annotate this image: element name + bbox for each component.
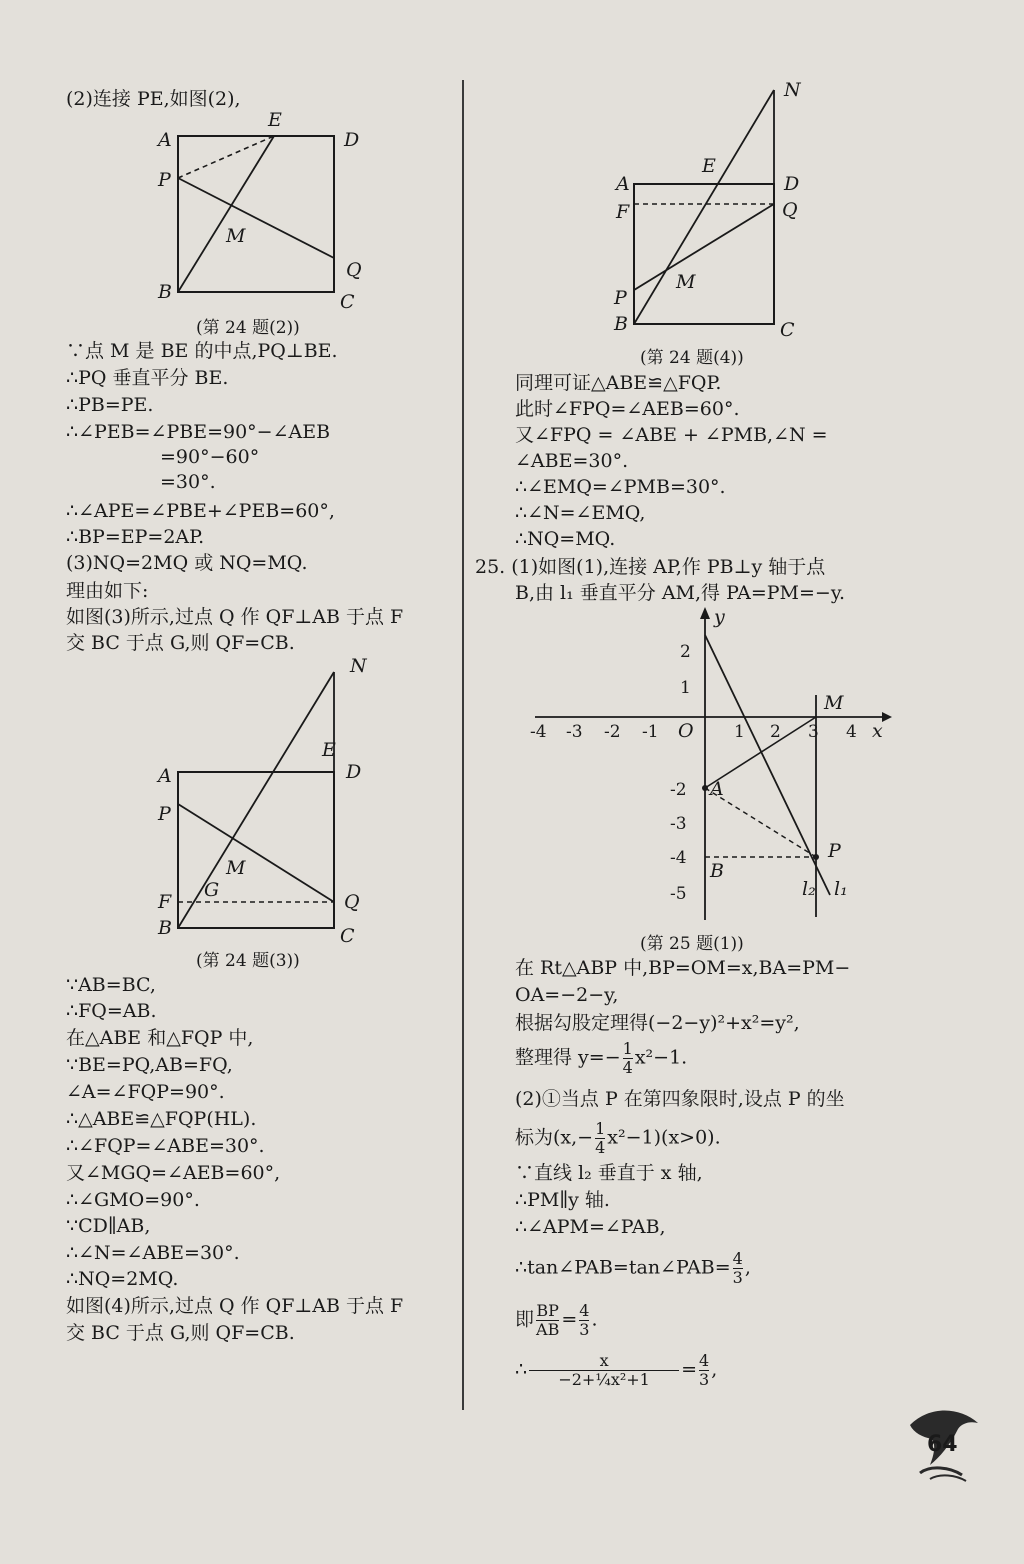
eq-text: ∴tan∠PAB=tan∠PAB= xyxy=(515,1256,731,1279)
label-F: F xyxy=(158,891,172,913)
frac-den: 4 xyxy=(595,1138,606,1157)
text-line: 又∠FPQ = ∠ABE + ∠PMB,∠N = xyxy=(515,424,828,446)
text-line: =90°−60° xyxy=(160,446,260,468)
y-axis-label: y xyxy=(714,606,725,628)
x-tick: -3 xyxy=(566,722,583,742)
label-G: G xyxy=(204,879,220,901)
origin-label: O xyxy=(678,720,694,742)
x-tick: -1 xyxy=(642,722,659,742)
figure-25-1 xyxy=(530,605,900,925)
frac-num: 1 xyxy=(595,1119,606,1138)
text-line: ∵点 M 是 BE 的中点,PQ⊥BE. xyxy=(66,340,338,362)
label-M: M xyxy=(226,225,246,247)
fraction xyxy=(733,1250,743,1287)
label-l1: l₁ xyxy=(834,878,848,900)
text-line: ∴BP=EP=2AP. xyxy=(66,526,205,548)
text-line: ∴PB=PE. xyxy=(66,394,154,416)
figure-caption: (第 24 题(4)) xyxy=(640,348,744,368)
label-P: P xyxy=(828,840,841,862)
figure-24-4 xyxy=(610,76,820,346)
text-line: ∠ABE=30°. xyxy=(515,450,629,472)
frac-den: 3 xyxy=(732,1268,743,1287)
equation-line xyxy=(515,1120,721,1157)
y-tick: -2 xyxy=(670,780,687,800)
text-line: ∴NQ=2MQ. xyxy=(66,1268,179,1290)
text-line: ∴FQ=AB. xyxy=(66,1000,157,1022)
label-A: A xyxy=(158,129,172,151)
frac-num: 4 xyxy=(579,1301,590,1320)
frac-den: −2+¼x²+1 xyxy=(529,1370,679,1389)
frac-num: BP xyxy=(536,1301,559,1320)
page-number: 64 xyxy=(927,1432,958,1457)
label-A: A xyxy=(710,778,724,800)
label-B: B xyxy=(614,313,628,335)
figure-caption: (第 24 题(3)) xyxy=(196,951,300,971)
text-line: ∵CD∥AB, xyxy=(66,1215,151,1237)
text-line: 25. (1)如图(1),连接 AP,作 PB⊥y 轴于点 xyxy=(475,556,826,578)
equation-line: ∴ $\frac{x}{\text{−2+¼x²+1}}$ = $\frac{4}{3}$ , xyxy=(515,1351,718,1389)
text-line: 如图(4)所示,过点 Q 作 QF⊥AB 于点 F xyxy=(66,1295,404,1317)
eq-text: 标为(x,− xyxy=(515,1126,594,1149)
text-line: ∴PM∥y 轴. xyxy=(515,1189,610,1211)
label-M: M xyxy=(824,692,844,714)
text-line: ∴∠GMO=90°. xyxy=(66,1189,200,1211)
label-B: B xyxy=(158,917,172,939)
label-M: M xyxy=(676,271,696,293)
x-tick: 1 xyxy=(734,722,745,742)
label-Q: Q xyxy=(782,199,798,221)
text-line: (2)连接 PE,如图(2), xyxy=(66,88,241,110)
label-Q: Q xyxy=(344,891,360,913)
y-tick: -4 xyxy=(670,848,687,868)
x-tick: 3 xyxy=(808,722,819,742)
text-line: ∴△ABE≌△FQP(HL). xyxy=(66,1108,257,1130)
y-tick: 2 xyxy=(680,642,691,662)
label-A: A xyxy=(158,765,172,787)
text-line: 如图(3)所示,过点 Q 作 QF⊥AB 于点 F xyxy=(66,606,404,628)
text-line: 此时∠FPQ=∠AEB=60°. xyxy=(515,398,740,420)
equation-line: 即 $\frac{BP}{AB}$ = $\frac{4}{3}$ . xyxy=(515,1301,598,1339)
text-line: 理由如下: xyxy=(66,580,149,602)
label-N: N xyxy=(350,655,367,677)
x-tick: 2 xyxy=(770,722,781,742)
label-C: C xyxy=(340,291,355,313)
label-P: P xyxy=(614,287,627,309)
text-line: B,由 l₁ 垂直平分 AM,得 PA=PM=−y. xyxy=(515,582,846,604)
text-line: ∴∠N=∠EMQ, xyxy=(515,502,646,524)
x-axis-label: x xyxy=(872,720,883,742)
frac-den: AB xyxy=(536,1320,560,1339)
text-line: =30°. xyxy=(160,471,216,493)
frac-den: 3 xyxy=(699,1370,710,1389)
figure-24-2 xyxy=(156,108,476,318)
label-D: D xyxy=(346,761,362,783)
label-Q: Q xyxy=(346,259,362,281)
x-tick: -4 xyxy=(530,722,547,742)
text-line: ∵BE=PQ,AB=FQ, xyxy=(66,1054,233,1076)
x-tick: -2 xyxy=(604,722,621,742)
label-M: M xyxy=(226,857,246,879)
fraction xyxy=(699,1352,709,1389)
eq-text: 整理得 y=− xyxy=(515,1046,621,1069)
label-E: E xyxy=(702,155,716,177)
text-line: OA=−2−y, xyxy=(515,984,619,1006)
eq-text: ∴ xyxy=(515,1358,528,1381)
fraction xyxy=(595,1120,605,1157)
text-line: ∴∠APE=∠PBE+∠PEB=60°, xyxy=(66,500,335,522)
text-line: ∴∠N=∠ABE=30°. xyxy=(66,1242,240,1264)
label-D: D xyxy=(784,173,800,195)
text-line: ∴∠APM=∠PAB, xyxy=(515,1216,666,1238)
y-tick: 1 xyxy=(680,678,691,698)
text-line: ∵AB=BC, xyxy=(66,974,156,996)
text-line: ∠A=∠FQP=90°. xyxy=(66,1081,225,1103)
label-E: E xyxy=(322,739,336,761)
fraction xyxy=(536,1302,559,1339)
text-line: 同理可证△ABE≌△FQP. xyxy=(515,372,722,394)
label-A: A xyxy=(616,173,630,195)
equation-line: ∴tan∠PAB=tan∠PAB= $\frac{4}{3}$ , xyxy=(515,1249,751,1287)
text-line: ∴NQ=MQ. xyxy=(515,528,616,550)
label-B: B xyxy=(710,860,724,882)
text-line: ∴PQ 垂直平分 BE. xyxy=(66,367,229,389)
fraction xyxy=(623,1040,633,1077)
text-line: ∴∠PEB=∠PBE=90°−∠AEB xyxy=(66,421,331,443)
text-line: 根据勾股定理得(−2−y)²+x²=y², xyxy=(515,1012,800,1034)
frac-den: 3 xyxy=(579,1320,590,1339)
figure-24-3 xyxy=(156,656,476,946)
text-line: 交 BC 于点 G,则 QF=CB. xyxy=(66,632,295,654)
x-tick: 4 xyxy=(846,722,857,742)
frac-num: 4 xyxy=(732,1249,743,1268)
label-B: B xyxy=(158,281,172,303)
label-P: P xyxy=(158,803,171,825)
label-E: E xyxy=(268,109,282,131)
y-tick: -3 xyxy=(670,814,687,834)
text-line: ∵直线 l₂ 垂直于 x 轴, xyxy=(515,1162,703,1184)
y-tick: -5 xyxy=(670,884,687,904)
label-F: F xyxy=(616,201,630,223)
label-D: D xyxy=(344,129,360,151)
text-line: 在 Rt△ABP 中,BP=OM=x,BA=PM− xyxy=(515,957,851,979)
text-line: 在△ABE 和△FQP 中, xyxy=(66,1027,254,1049)
fraction xyxy=(579,1302,589,1339)
text-line: 又∠MGQ=∠AEB=60°, xyxy=(66,1162,281,1184)
figure-caption: (第 24 题(2)) xyxy=(196,318,300,338)
label-C: C xyxy=(780,319,795,341)
label-C: C xyxy=(340,925,355,947)
text-line: ∴∠EMQ=∠PMB=30°. xyxy=(515,476,726,498)
figure-caption: (第 25 题(1)) xyxy=(640,934,744,954)
label-P: P xyxy=(158,169,171,191)
frac-num: x xyxy=(599,1351,609,1370)
label-N: N xyxy=(784,79,801,101)
frac-num: 1 xyxy=(622,1039,633,1058)
frac-den: 4 xyxy=(622,1058,633,1077)
text-line: (3)NQ=2MQ 或 NQ=MQ. xyxy=(66,552,308,574)
text-line: (2)①当点 P 在第四象限时,设点 P 的坐 xyxy=(515,1088,845,1110)
eq-text: x²−1. xyxy=(634,1046,688,1069)
eq-text: 即 xyxy=(515,1308,535,1331)
label-l2: l₂ xyxy=(802,878,816,900)
text-line: ∴∠FQP=∠ABE=30°. xyxy=(66,1135,265,1157)
equation-line xyxy=(515,1040,687,1077)
eq-text: x²−1)(x>0). xyxy=(607,1126,721,1149)
text-line: 交 BC 于点 G,则 QF=CB. xyxy=(66,1322,295,1344)
fraction xyxy=(529,1352,679,1389)
frac-num: 4 xyxy=(699,1351,710,1370)
